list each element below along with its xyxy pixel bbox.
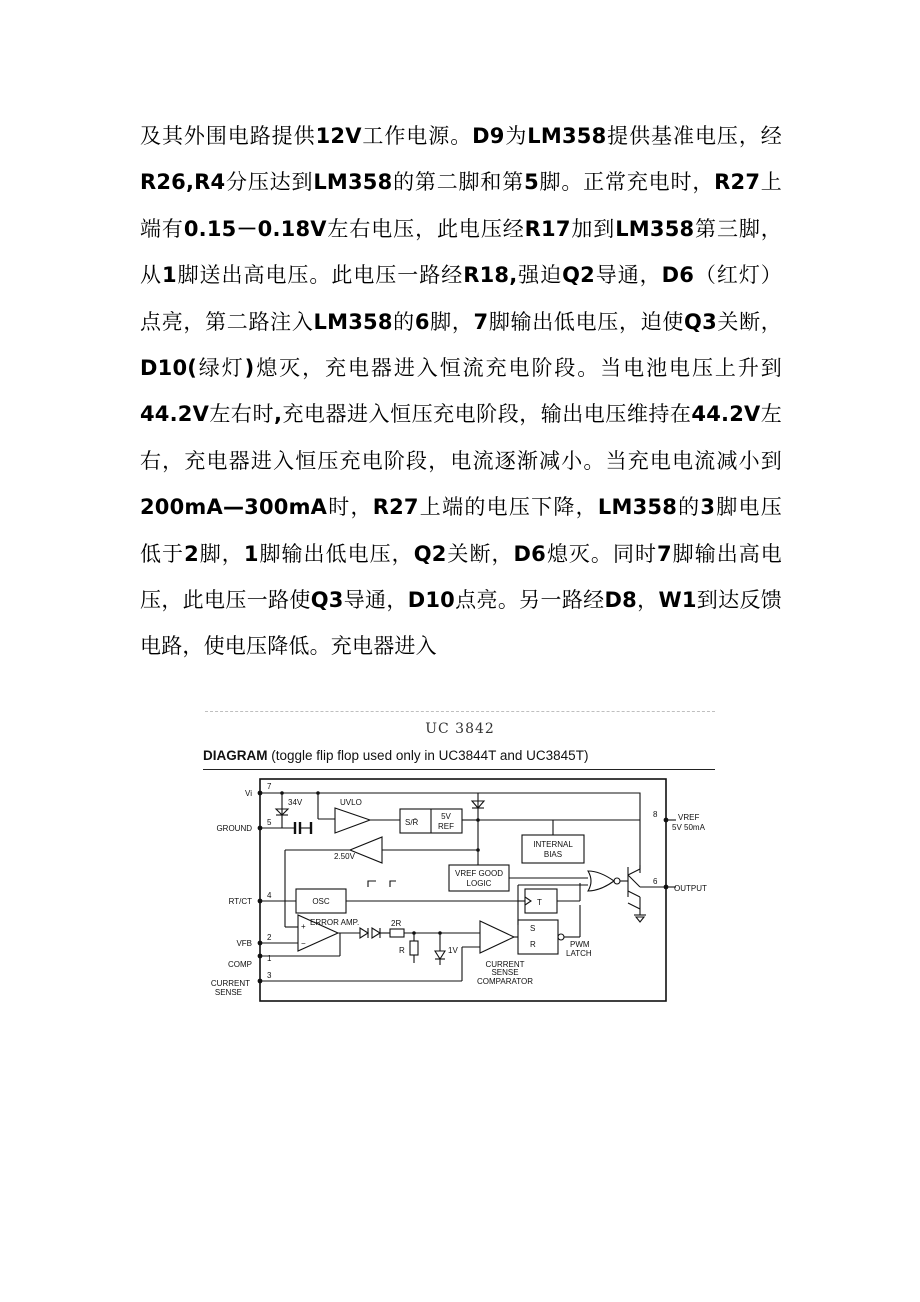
caption-divider — [205, 711, 715, 712]
text-run: 提供基准电压，经 — [606, 124, 782, 148]
text-run: 脚， — [198, 541, 244, 566]
text-run: 为 — [504, 124, 528, 148]
text-run: 1 — [161, 263, 177, 288]
uc3842-block-diagram — [200, 775, 720, 1005]
osc-label: OSC — [312, 897, 330, 906]
text-run: 充电器进入恒压充电阶段，输出电压维持在 — [282, 402, 692, 427]
uvlo-comparator — [335, 808, 370, 833]
text-run: 200mA—300mA — [140, 495, 328, 520]
text-run: D6 — [513, 541, 546, 566]
text-run: 的 — [392, 309, 415, 334]
text-run: 关断， — [446, 541, 514, 566]
pin-number: 1 — [267, 954, 272, 963]
text-run: D8 — [604, 588, 637, 613]
text-run: 脚。正常充电时， — [538, 170, 715, 195]
text-run: 的第二脚和第 — [392, 170, 525, 195]
text-run: LM358 — [615, 216, 695, 241]
plus-sign: + — [301, 922, 306, 931]
text-run: 左右电压，此电压经 — [326, 216, 525, 241]
text-run: 脚输出低电压， — [258, 541, 414, 566]
text-run: 的 — [677, 495, 701, 520]
resistor-r-label: R — [399, 946, 405, 955]
text-run: LM358 — [313, 309, 393, 334]
text-run: LM358 — [527, 124, 607, 148]
output-gate — [588, 871, 614, 891]
pin-number: 4 — [267, 891, 272, 900]
text-run: 脚电压低于 — [140, 495, 782, 566]
pin-label-output: OUTPUT — [674, 884, 707, 893]
zener-label: 34V — [288, 798, 303, 807]
logic-label: LOGIC — [466, 879, 492, 888]
text-run: D10( — [140, 356, 198, 381]
text-run: 脚输出低电压，迫使 — [488, 309, 685, 334]
heading-rule — [203, 769, 715, 770]
pin-label-vref: VREF — [678, 813, 700, 822]
text-run: W1 — [658, 588, 697, 613]
text-run: 2 — [184, 541, 199, 566]
text-run: 分压达到 — [225, 170, 314, 195]
text-run: 时， — [327, 495, 373, 520]
text-run: ) — [244, 356, 255, 381]
text-run: 熄灭。同时 — [546, 541, 658, 566]
text-run: 第三脚，从 — [140, 216, 782, 288]
pin-label-comp: COMP — [228, 960, 252, 969]
pin-number: 2 — [267, 933, 272, 942]
text-run: 脚输出高电压，此电压一路使 — [140, 541, 783, 613]
cs-current-label: CURRENT — [485, 960, 525, 969]
pwm-label: PWM — [570, 940, 590, 949]
pin-number: 3 — [267, 971, 272, 980]
minus-sign: − — [301, 939, 306, 948]
latch-label: LATCH — [566, 949, 592, 958]
current-sense-comparator — [480, 921, 514, 953]
text-run: 0.15－0.18V — [183, 216, 327, 241]
text-run: 绿灯 — [197, 356, 245, 381]
text-run: 点亮。另一路经 — [455, 588, 605, 613]
text-run: D6 — [661, 263, 695, 288]
text-run: 脚， — [429, 309, 474, 334]
text-run: 脚送出高电压。此电压一路经 — [176, 263, 464, 288]
text-run: LM358 — [597, 495, 678, 520]
text-run: LM358 — [313, 170, 393, 195]
pin-number: 5 — [267, 818, 272, 827]
pin-label-vi: Vi — [245, 789, 252, 798]
uvlo-label: UVLO — [340, 798, 362, 807]
pwm-latch-box — [518, 920, 558, 954]
text-run: 44.2V — [140, 402, 210, 427]
zener-1v-label: 1V — [448, 946, 458, 955]
pin-label-sense: SENSE — [214, 988, 242, 997]
pin-number: 8 — [653, 810, 658, 819]
resistor-2r-label: 2R — [391, 919, 402, 928]
text-run: Q2 — [562, 263, 595, 288]
ref-label: REF — [438, 822, 454, 831]
text-run: R27 — [372, 495, 419, 520]
text-run: 到达反馈电路，使电压降低。充电器进入 — [140, 588, 782, 659]
text-run: D10 — [407, 588, 455, 613]
text-run: R27 — [714, 170, 761, 195]
text-run: 导通， — [594, 263, 662, 288]
text-run: （红灯）点亮，第二路注入 — [140, 263, 782, 334]
toggle-label: T — [537, 898, 542, 907]
text-run: 左右，充电器进入恒压充电阶段，电流逐渐减小。当充电电流减小到 — [140, 402, 782, 473]
text-run: 上端有 — [140, 170, 782, 241]
diagram-heading-bold: DIAGRAM — [203, 748, 268, 763]
text-run: 熄灭，充电器进入恒流充电阶段。当电池电压上升到 — [254, 356, 782, 381]
pin-label-vfb: VFB — [236, 939, 252, 948]
text-run: 6 — [414, 309, 430, 334]
ref-5v-label: 5V — [441, 812, 451, 821]
latch-s-label: S — [530, 924, 536, 933]
text-run: 工作电源。 — [361, 124, 473, 148]
text-run: R17 — [524, 216, 571, 241]
diagram-heading — [203, 748, 718, 763]
text-run: ， — [636, 588, 659, 613]
figure-caption: UC 3842 — [425, 721, 495, 737]
text-run: , — [273, 402, 283, 427]
text-run: 加到 — [570, 216, 616, 241]
text-run: R18, — [463, 263, 518, 288]
text-run: 7 — [473, 309, 489, 334]
error-amp-label: ERROR AMP. — [310, 918, 360, 927]
pin-label-rtct: RT/CT — [228, 897, 252, 906]
text-run: R26,R4 — [140, 170, 226, 195]
pin-label-current: CURRENT — [210, 979, 250, 988]
text-run: Q2 — [413, 541, 447, 566]
pin-number: 6 — [653, 877, 658, 886]
text-run: 7 — [657, 541, 672, 566]
text-run: 44.2V — [691, 402, 761, 427]
text-run: D9 — [472, 124, 505, 148]
text-run: 及其外围电路提供 — [140, 124, 316, 148]
text-run: 强迫 — [517, 263, 563, 288]
body-paragraph — [140, 113, 782, 670]
text-run: 导通， — [343, 588, 408, 613]
text-run: 5 — [524, 170, 539, 195]
latch-r-label: R — [530, 940, 536, 949]
pin-label-vref-spec: 5V 50mA — [672, 823, 705, 832]
text-run: Q3 — [684, 309, 717, 334]
text-run: 上端的电压下降， — [418, 495, 598, 520]
vref-good-label: VREF GOOD — [454, 869, 504, 878]
v250-label: 2.50V — [334, 852, 355, 861]
text-run: 左右时 — [209, 402, 274, 427]
bias-label: BIAS — [543, 850, 563, 859]
internal-label: INTERNAL — [533, 840, 573, 849]
pin-label-ground: GROUND — [216, 824, 252, 833]
text-run: Q3 — [310, 588, 344, 613]
text-run: 1 — [243, 541, 259, 566]
pin-number: 7 — [267, 782, 272, 791]
cs-comparator-label: COMPARATOR — [476, 977, 534, 986]
chip-outline — [260, 779, 666, 1001]
text-run: 12V — [315, 124, 362, 148]
text-run: 关断， — [716, 309, 782, 334]
cs-sense-label: SENSE — [491, 968, 519, 977]
diagram-heading-rest: (toggle flip flop used only in UC3844T and UC3845T) — [267, 748, 589, 763]
text-run: 3 — [700, 495, 716, 520]
sr-label: S/R̄ — [405, 818, 419, 827]
